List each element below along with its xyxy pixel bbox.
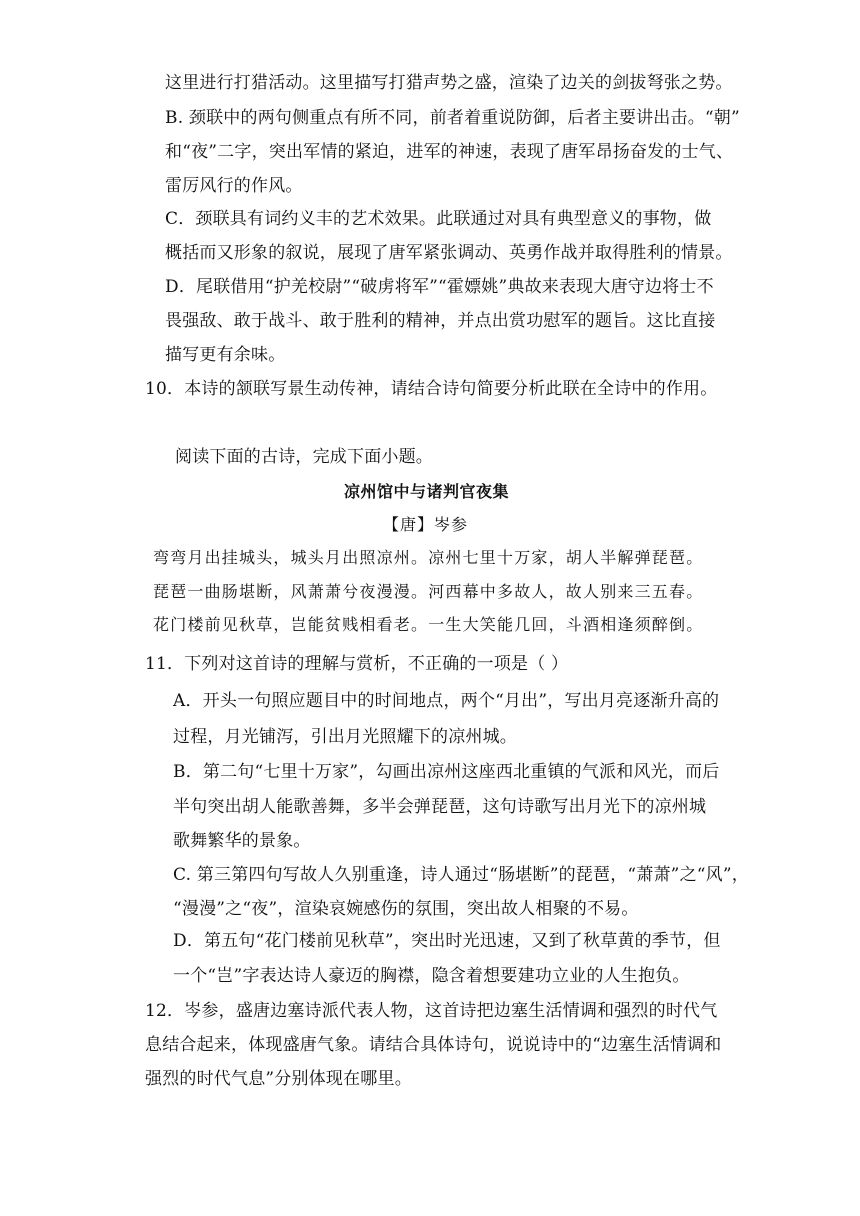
q9-option-d-line-1: D．尾联借用“护羌校尉”“破虏将军”“霍嫖姚”典故来表现大唐守边将士不 bbox=[165, 277, 714, 297]
q11-option-d-line-1: D．第五句“花门楼前见秋草”，突出时光迅速，又到了秋草黄的季节，但 bbox=[173, 931, 721, 951]
question-10: 10．本诗的颔联写景生动传神，请结合诗句简要分析此联在全诗中的作用。 bbox=[145, 379, 718, 399]
q9-option-d-line-3: 描写更有余味。 bbox=[165, 345, 286, 365]
q11-option-c-line-2: “漫漫”之“夜”，渲染哀婉感伤的氛围，突出故人相聚的不易。 bbox=[173, 899, 639, 919]
q11-option-b-line-3: 歌舞繁华的景象。 bbox=[173, 831, 311, 851]
q11-option-c-line-1: C. 第三第四句写故人久别重逢，诗人通过“肠堪断”的琵琶，“萧萧”之“风”， bbox=[173, 865, 749, 885]
poem-line: 琵琶一曲肠堪断，风萧萧兮夜漫漫。河西幕中多故人，故人别来三五春。 bbox=[153, 582, 704, 601]
q9-context-line: 这里进行打猎活动。这里描写打猎声势之盛，渲染了边关的剑拔弩张之势。 bbox=[165, 73, 733, 93]
q9-option-b-line-1: B. 颈联中的两句侧重点有所不同，前者着重说防御，后者主要讲出击。“朝” bbox=[165, 108, 740, 128]
q11-option-a-line-1: A．开头一句照应题目中的时间地点，两个“月出”，写出月亮逐渐升高的 bbox=[173, 691, 720, 711]
question-12-line-2: 息结合起来，体现盛唐气象。请结合具体诗句，说说诗中的“边塞生活情调和 bbox=[145, 1035, 722, 1055]
poem-line: 弯弯月出挂城头，城头月出照凉州。凉州七里十万家，胡人半解弹琵琶。 bbox=[153, 548, 704, 567]
q11-option-b-line-2: 半句突出胡人能歌善舞，多半会弹琵琶，这句诗歌写出月光下的凉州城 bbox=[173, 797, 707, 817]
q11-option-d-line-2: 一个“岂”字表达诗人豪迈的胸襟，隐含着想要建功立业的人生抱负。 bbox=[173, 966, 690, 986]
q11-option-a-line-2: 过程，月光铺泻，引出月光照耀下的凉州城。 bbox=[173, 727, 517, 747]
q11-option-b-line-1: B．第二句“七里十万家”，勾画出凉州这座西北重镇的气派和风光，而后 bbox=[173, 762, 720, 782]
poem-title: 凉州馆中与诸判官夜集 bbox=[344, 482, 510, 501]
q9-option-b-line-2: 和“夜”二字，突出军情的紧迫，进军的神速，表现了唐军昂扬奋发的士气、 bbox=[165, 142, 734, 162]
q9-option-b-line-3: 雷厉风行的作风。 bbox=[165, 176, 303, 196]
q9-option-c-line-1: C．颈联具有词约义丰的艺术效果。此联通过对具有典型意义的事物，做 bbox=[165, 209, 712, 229]
reading-instruction: 阅读下面的古诗，完成下面小题。 bbox=[175, 447, 433, 467]
poem-author: 【唐】岑参 bbox=[383, 515, 469, 534]
poem-line: 花门楼前见秋草，岂能贫贱相看老。一生大笑能几回，斗酒相逢须醉倒。 bbox=[153, 615, 704, 634]
question-11-stem: 11．下列对这首诗的理解与赏析，不正确的一项是（ ） bbox=[145, 654, 569, 674]
q9-option-c-line-2: 概括而又形象的叙说，展现了唐军紧张调动、英勇作战并取得胜利的情景。 bbox=[165, 243, 733, 263]
question-12-line-3: 强烈的时代气息”分别体现在哪里。 bbox=[145, 1069, 412, 1089]
question-12-line-1: 12．岑参，盛唐边塞诗派代表人物，这首诗把边塞生活情调和强烈的时代气 bbox=[145, 1001, 718, 1021]
q9-option-d-line-2: 畏强敌、敢于战斗、敢于胜利的精神，并点出赏功慰军的题旨。这比直接 bbox=[165, 311, 716, 331]
